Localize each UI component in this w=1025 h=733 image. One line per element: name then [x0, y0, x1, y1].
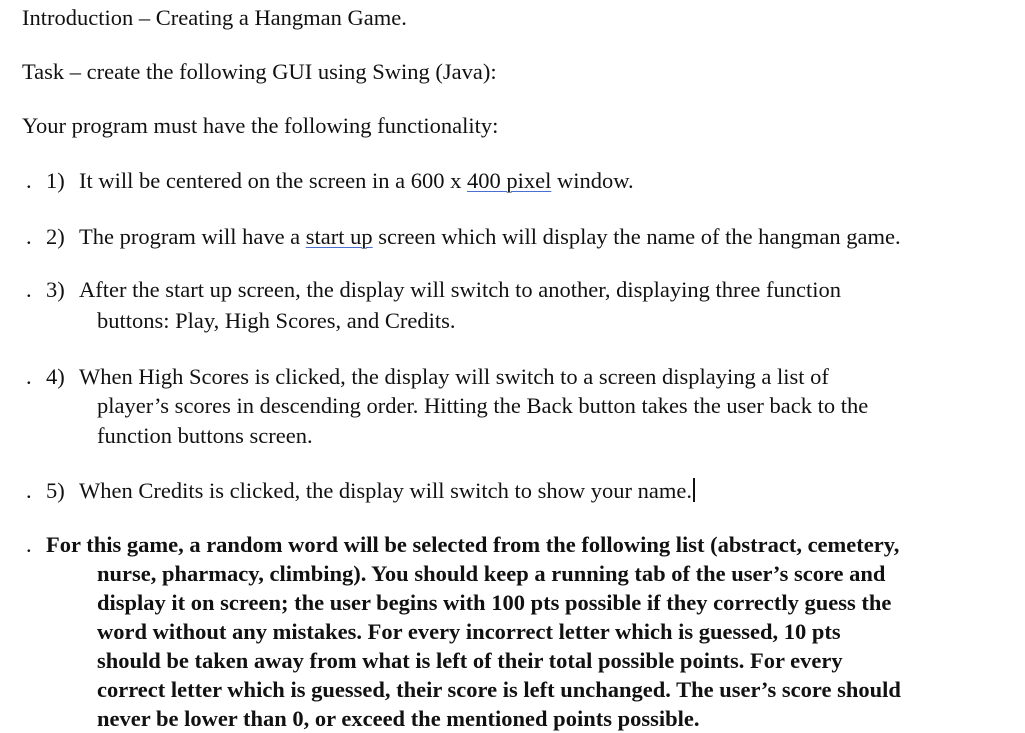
spellcheck-underlined-text: 400 pixel: [466, 168, 552, 193]
game-rules-line: never be lower than 0, or exceed the mentioned points possible.: [97, 706, 700, 731]
text-cursor: [693, 478, 695, 502]
game-rules-line: word without any mistakes. For every incorrect letter which is guessed, 10 pts: [97, 619, 841, 644]
requirement-item-4-continuation: function buttons screen.: [97, 423, 313, 448]
item-text: After the start up screen, the display will switch to another, displaying three function: [79, 277, 842, 302]
list-bullet: .: [26, 478, 32, 503]
game-rules-line: For this game, a random word will be selected from the following list (abstract, cemetery,: [46, 532, 900, 557]
list-bullet: .: [26, 224, 32, 249]
requirement-item-3-continuation: buttons: Play, High Scores, and Credits.: [97, 308, 456, 333]
item-number: 3): [46, 277, 65, 302]
game-rules-line: display it on screen; the user begins with 100 pts possible if they correctly guess the: [97, 590, 892, 615]
document-title: Introduction – Creating a Hangman Game.: [22, 5, 407, 30]
item-text: It will be centered on the screen in a 600 x: [79, 168, 467, 193]
item-number: 5): [46, 478, 65, 503]
requirements-intro: Your program must have the following functionality:: [22, 113, 499, 138]
requirement-item-2: [46, 222, 901, 251]
game-rules-continuation: [97, 559, 901, 733]
list-bullet: .: [26, 277, 32, 302]
item-text: The program will have a: [79, 224, 306, 249]
item-text: screen which will display the name of the hangman game.: [372, 224, 901, 249]
requirement-item-3: [46, 275, 841, 304]
spellcheck-underlined-text: start up: [305, 224, 373, 249]
game-rules-line: correct letter which is guessed, their score is left unchanged. The user’s score should: [97, 677, 901, 702]
requirement-item-5: [46, 476, 695, 505]
item-text: When High Scores is clicked, the display will switch to a screen displaying a list of: [79, 364, 829, 389]
game-rules-line: nurse, pharmacy, climbing). You should keep a running tab of the user’s score and: [97, 561, 886, 586]
requirement-item-4-continuation: player’s scores in descending order. Hitting the Back button takes the user back to the: [97, 393, 869, 418]
list-bullet: .: [26, 364, 32, 389]
list-bullet: .: [26, 168, 32, 193]
game-rules-line: should be taken away from what is left of their total possible points. For every: [97, 648, 843, 673]
item-number: 2): [46, 224, 65, 249]
task-statement: Task – create the following GUI using Swing (Java):: [22, 59, 497, 84]
item-number: 1): [46, 168, 65, 193]
game-rules-paragraph: [46, 530, 899, 559]
item-text[interactable]: When Credits is clicked, the display will switch to show your name.: [79, 478, 693, 503]
list-bullet: .: [26, 532, 32, 557]
requirement-item-1: [46, 166, 634, 195]
requirement-item-4: [46, 362, 829, 391]
item-text: window.: [551, 168, 634, 193]
item-number: 4): [46, 364, 65, 389]
